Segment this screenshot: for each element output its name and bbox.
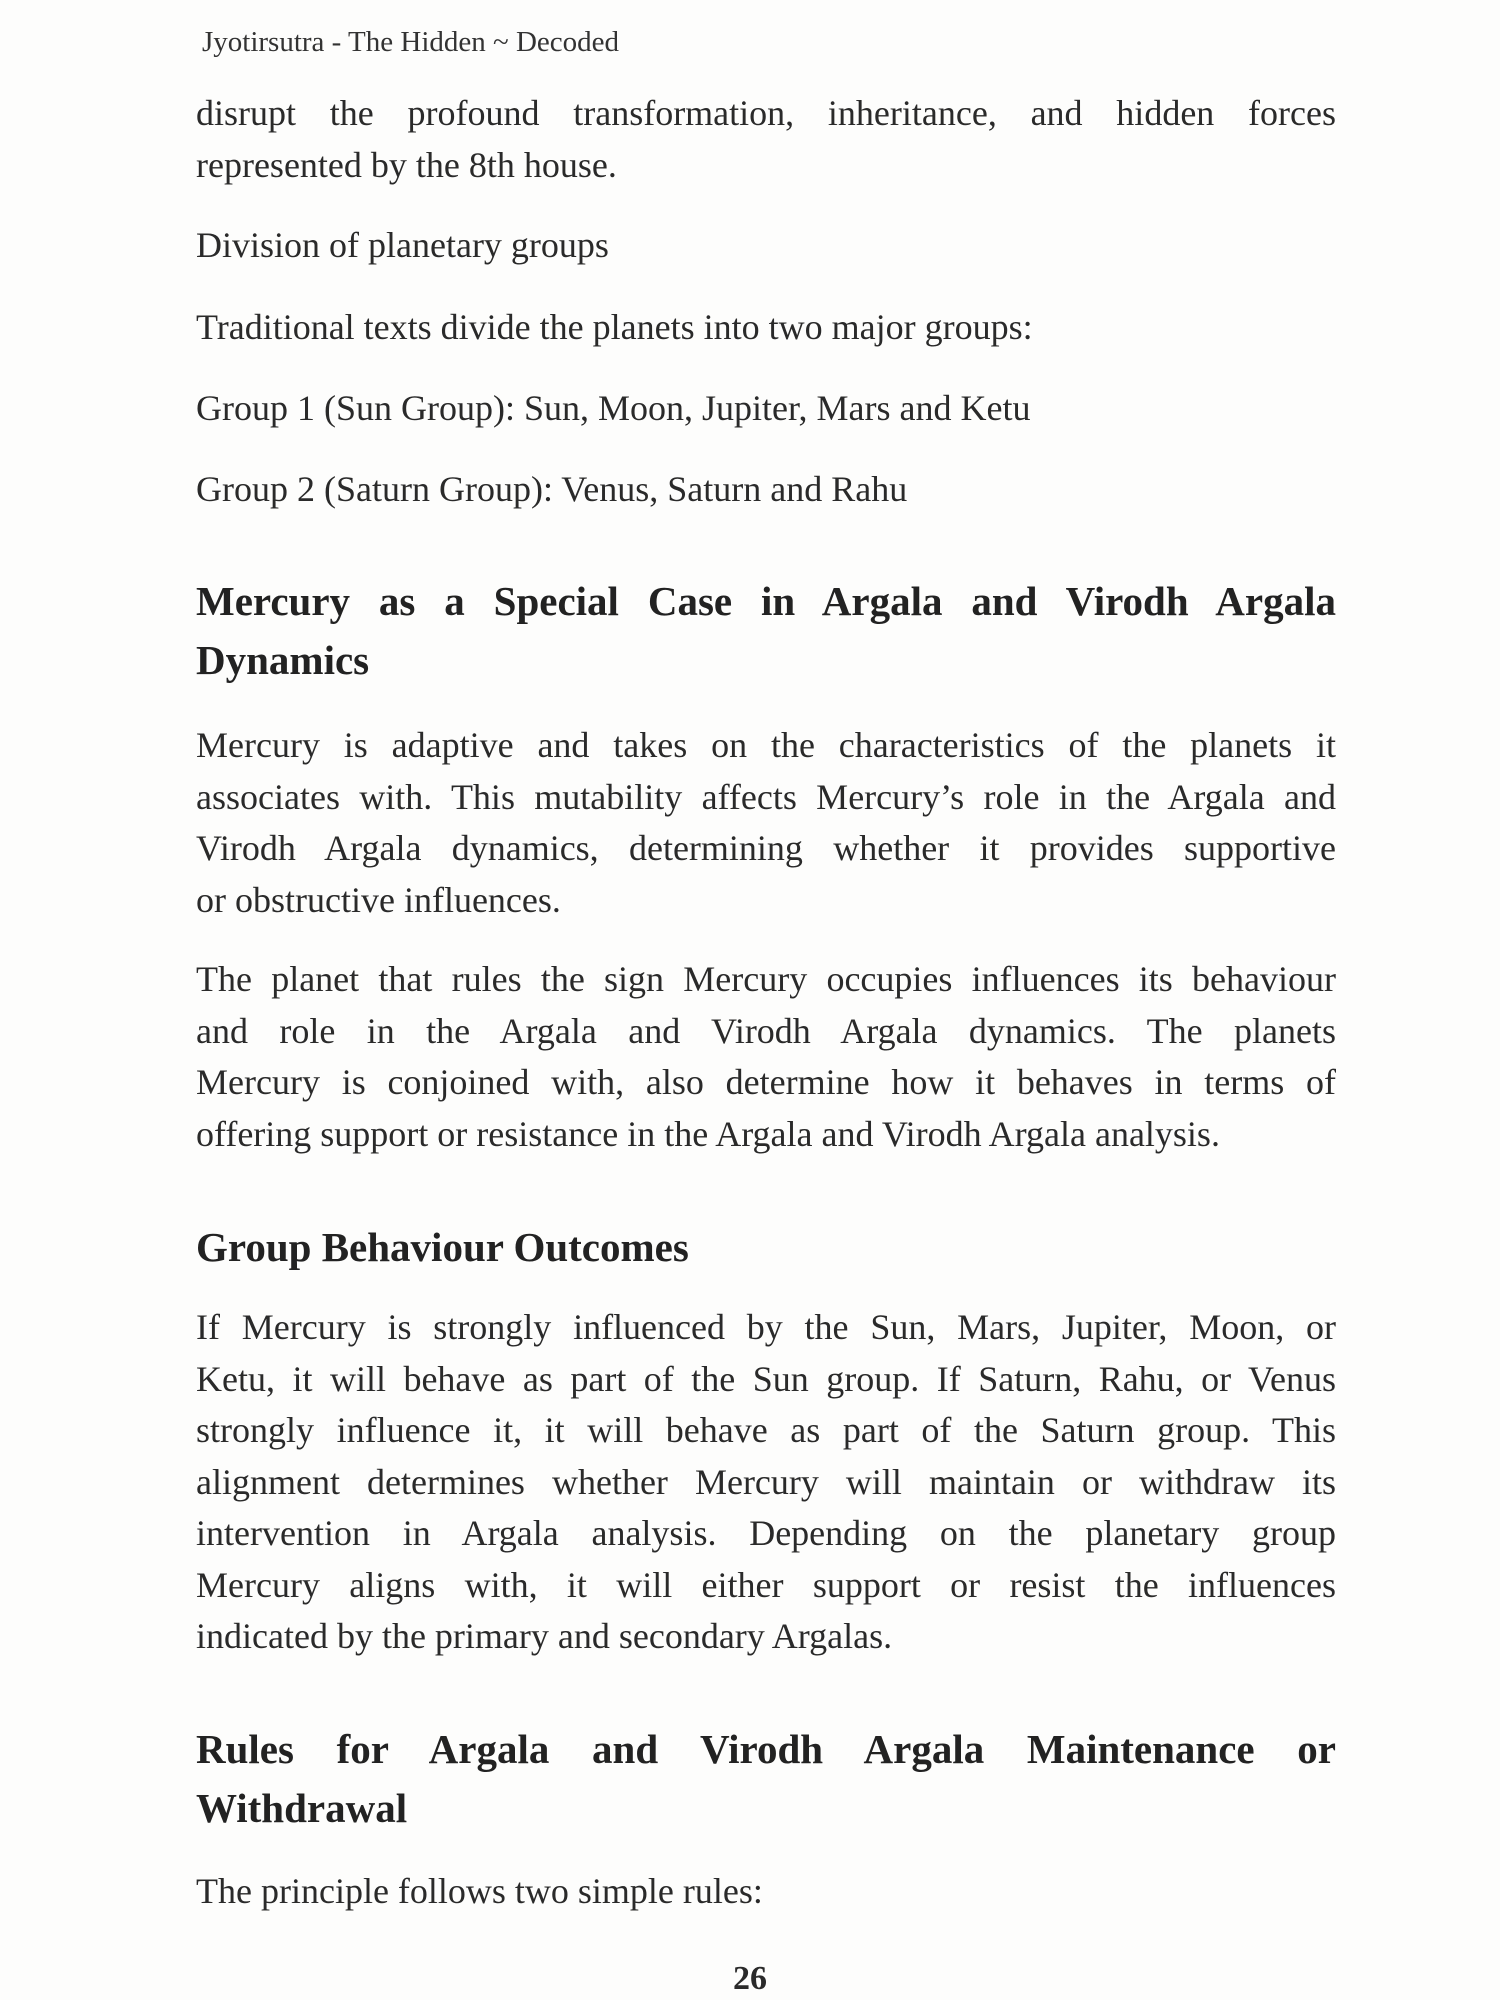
heading-line: Rules for Argala and Virodh Argala Maintenance or [196,1726,1336,1772]
running-header: Jyotirsutra - The Hidden ~ Decoded [202,26,620,58]
text-line: Mercury is adaptive and takes on the characteristics of the planets it [196,725,1336,765]
heading-group-behaviour [196,1218,1336,1277]
heading-mercury-special-case [196,572,1336,690]
heading-rules [196,1720,1336,1838]
text-line: The planet that rules the sign Mercury occupies influences its behaviour [196,959,1336,999]
text-line: intervention in Argala analysis. Depending on the planetary group [196,1513,1336,1553]
text-line: and role in the Argala and Virodh Argala dynamics. The planets [196,1010,1336,1051]
text-line: strongly influence it, it will behave as part of the Saturn group. This [196,1410,1336,1450]
text-line: Mercury aligns with, it will either support or resist the influences [196,1564,1336,1605]
paragraph-continuation [196,88,1336,191]
text-line: associates with. This mutability affects Mercury’s role in the Argala and [196,776,1336,817]
text-line: Mercury is conjoined with, also determine how it behaves in terms of [196,1062,1336,1102]
paragraph-division [196,220,1336,272]
page-number: 26 [733,1960,767,1997]
text-line: Division of planetary groups [196,225,609,265]
text-line: Traditional texts divide the planets into two major groups: [196,307,1033,347]
paragraph-group-outcomes [196,1302,1336,1663]
text-line: Group 1 (Sun Group): Sun, Moon, Jupiter, Mars and Ketu [196,388,1031,428]
paragraph-ruling-planet [196,954,1336,1160]
text-line: represented by the 8th house. [196,144,617,185]
text-line: offering support or resistance in the Argala and Virodh Argala analysis. [196,1113,1220,1154]
text-line: disrupt the profound transformation, inheritance, and hidden forces [196,93,1336,133]
heading-line: Dynamics [196,637,370,683]
paragraph-mercury-adaptive [196,720,1336,926]
paragraph-group-1 [196,383,1336,435]
text-line: indicated by the primary and secondary Argalas. [196,1616,893,1656]
text-line: The principle follows two simple rules: [196,1871,763,1911]
text-line: Group 2 (Saturn Group): Venus, Saturn and Rahu [196,469,908,509]
text-line: Virodh Argala dynamics, determining whether it provides supportive [196,828,1336,868]
heading-line: Group Behaviour Outcomes [196,1224,689,1270]
text-line: alignment determines whether Mercury will maintain or withdraw its [196,1461,1336,1502]
heading-line: Withdrawal [196,1785,408,1831]
paragraph-group-2 [196,464,1336,516]
text-line: Ketu, it will behave as part of the Sun group. If Saturn, Rahu, or Venus [196,1358,1336,1399]
paragraph-traditional [196,302,1336,354]
text-line: or obstructive influences. [196,879,561,920]
heading-line: Mercury as a Special Case in Argala and Virodh Argala [196,578,1336,624]
paragraph-principle [196,1866,1336,1918]
text-line: If Mercury is strongly influenced by the Sun, Mars, Jupiter, Moon, or [196,1307,1336,1347]
